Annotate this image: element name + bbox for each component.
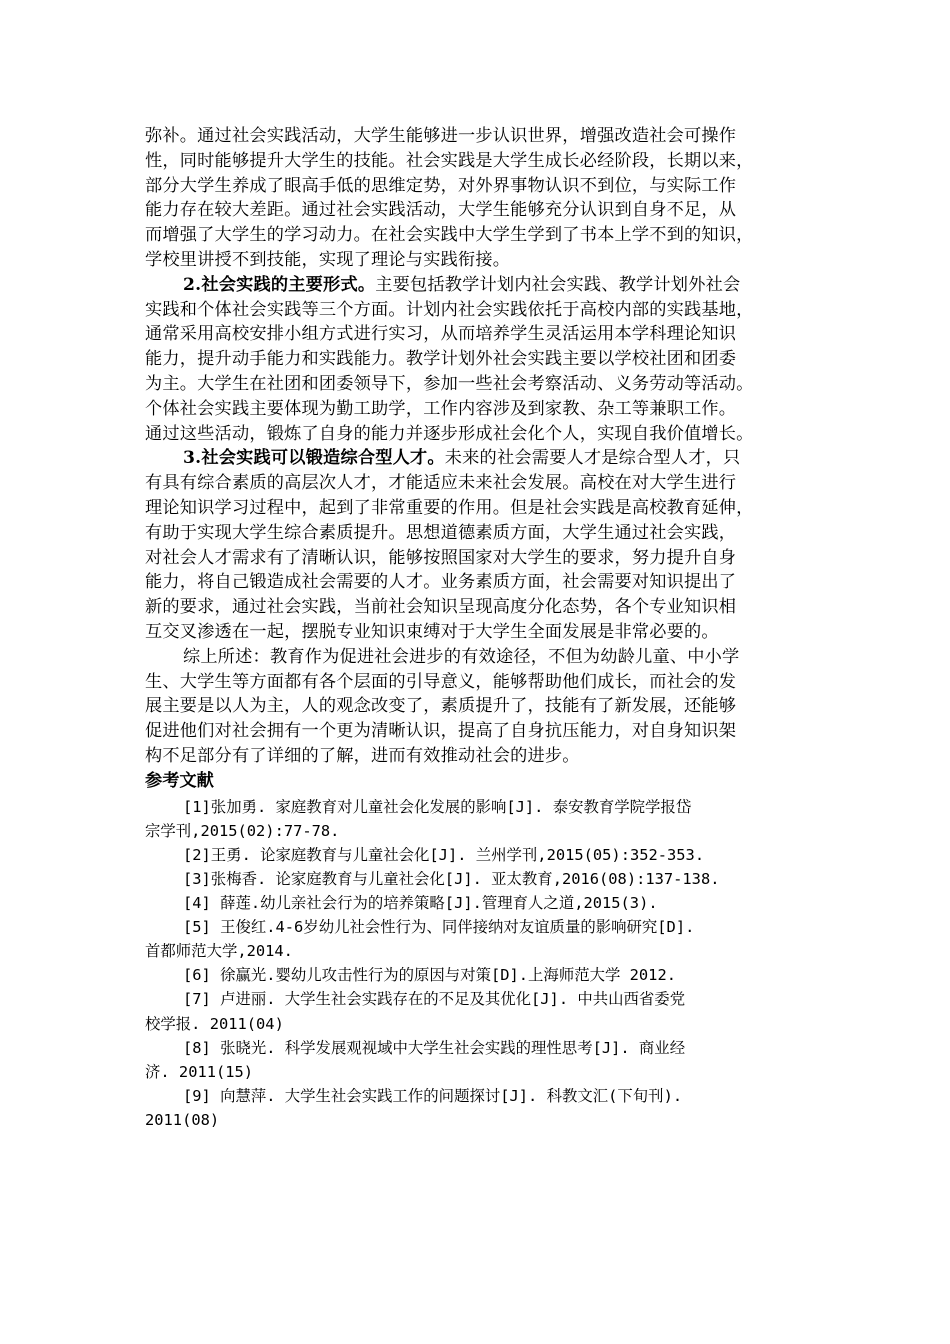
paragraph-3 <box>145 446 815 644</box>
paragraph-first-line <box>145 446 815 471</box>
reference-item: [4] 薛莲.幼儿亲社会行为的培养策略[J].管理育人之道,2015(3). <box>183 894 658 913</box>
body-line: 综上所述：教育作为促进社会进步的有效途径，不但为幼龄儿童、中小学 <box>183 646 740 667</box>
reference-item: [9] 向慧萍. 大学生社会实践工作的问题探讨[J]. 科教文汇(下旬刊). <box>183 1086 683 1105</box>
section-title: 2.社会实践的主要形式。 <box>183 274 376 295</box>
paragraph-conclusion <box>145 645 815 769</box>
reference-item: [5] 王俊红.4-6岁幼儿社会性行为、同伴接纳对友谊质量的影响研究[D]. <box>183 918 695 937</box>
body-text: 主要包括教学计划内社会实践、教学计划外社会 <box>375 274 741 295</box>
body-line: 为主。大学生在社团和团委领导下，参加一些社会考察活动、义务劳动等活动。 <box>145 373 754 394</box>
body-line: 通过这些活动，锻炼了自身的能力并逐步形成社会化个人，实现自我价值增长。 <box>145 423 754 444</box>
references-list <box>145 795 815 1132</box>
body-line: 个体社会实践主要体现为勤工助学，工作内容涉及到家教、杂工等兼职工作。 <box>145 398 737 419</box>
reference-item-continuation: 校学报. 2011(04) <box>145 1014 284 1033</box>
reference-item: [3]张梅香. 论家庭教育与儿童社会化[J]. 亚太教育,2016(08):137-138. <box>183 870 720 888</box>
body-line: 新的要求，通过社会实践，当前社会知识呈现高度分化态势，各个专业知识相 <box>145 597 737 618</box>
body-line: 有助于实现大学生综合素质提升。思想道德素质方面，大学生通过社会实践， <box>145 522 737 543</box>
document-page <box>145 124 815 1132</box>
paragraph-2 <box>145 273 815 447</box>
body-line: 实践和个体社会实践等三个方面。计划内社会实践依托于高校内部的实践基地， <box>145 299 754 320</box>
reference-item: [2]王勇. 论家庭教育与儿童社会化[J]. 兰州学刊,2015(05):352-353. <box>183 845 705 864</box>
body-line: 通常采用高校安排小组方式进行实习，从而培养学生灵活运用本学科理论知识 <box>145 324 737 345</box>
body-line: 促进他们对社会拥有一个更为清晰认识，提高了自身抗压能力，对自身知识架 <box>145 721 737 742</box>
reference-item: [7] 卢进丽. 大学生社会实践存在的不足及其优化[J]. 中共山西省委党 <box>183 990 686 1009</box>
reference-item: [1]张加勇. 家庭教育对儿童社会化发展的影响[J]. 泰安教育学院学报岱 <box>183 797 692 816</box>
body-line: 能力存在较大差距。通过社会实践活动，大学生能够充分认识到自身不足，从 <box>145 200 737 221</box>
body-line: 构不足部分有了详细的了解，进而有效推动社会的进步。 <box>145 745 580 766</box>
body-line: 对社会人才需求有了清晰认识，能够按照国家对大学生的要求，努力提升自身 <box>145 547 737 568</box>
body-line: 有具有综合素质的高层次人才，才能适应未来社会发展。高校在对大学生进行 <box>145 473 737 494</box>
reference-item: [6] 徐赢光.婴幼儿攻击性行为的原因与对策[D].上海师范大学 2012. <box>183 966 676 985</box>
body-line: 而增强了大学生的学习动力。在社会实践中大学生学到了书本上学不到的知识， <box>145 225 754 246</box>
body-line: 部分大学生养成了眼高手低的思维定势，对外界事物认识不到位，与实际工作 <box>145 175 737 196</box>
reference-item-continuation: 济. 2011(15) <box>145 1062 254 1081</box>
body-line: 学校里讲授不到技能，实现了理论与实践衔接。 <box>145 249 511 270</box>
reference-item-continuation: 首都师范大学,2014. <box>145 942 293 961</box>
body-line: 互交叉渗透在一起，摆脱专业知识束缚对于大学生全面发展是非常必要的。 <box>145 621 719 642</box>
body-line: 能力，提升动手能力和实践能力。教学计划外社会实践主要以学校社团和团委 <box>145 349 737 370</box>
body-line: 性，同时能够提升大学生的技能。社会实践是大学生成长必经阶段，长期以来， <box>145 150 754 171</box>
reference-item: [8] 张晓光. 科学发展观视域中大学生社会实践的理性思考[J]. 商业经 <box>183 1038 686 1057</box>
paragraph-first-line <box>145 273 815 298</box>
reference-item-continuation: 宗学刊,2015(02):77-78. <box>145 821 340 840</box>
section-title: 3.社会实践可以锻造综合型人才。 <box>183 448 445 469</box>
reference-item-continuation: 2011(08) <box>145 1110 220 1129</box>
body-text: 未来的社会需要人才是综合型人才，只 <box>444 448 741 469</box>
paragraph-1 <box>145 124 815 273</box>
body-line: 理论知识学习过程中，起到了非常重要的作用。但是社会实践是高校教育延伸， <box>145 497 754 518</box>
body-line: 弥补。通过社会实践活动，大学生能够进一步认识世界，增强改造社会可操作 <box>145 126 737 146</box>
body-line: 能力，将自己锻造成社会需要的人才。业务素质方面，社会需要对知识提出了 <box>145 572 737 593</box>
body-line: 展主要是以人为主，人的观念改变了，素质提升了，技能有了新发展，还能够 <box>145 696 737 717</box>
body-line: 生、大学生等方面都有各个层面的引导意义，能够帮助他们成长，而社会的发 <box>145 671 737 692</box>
references-heading: 参考文献 <box>145 770 214 791</box>
